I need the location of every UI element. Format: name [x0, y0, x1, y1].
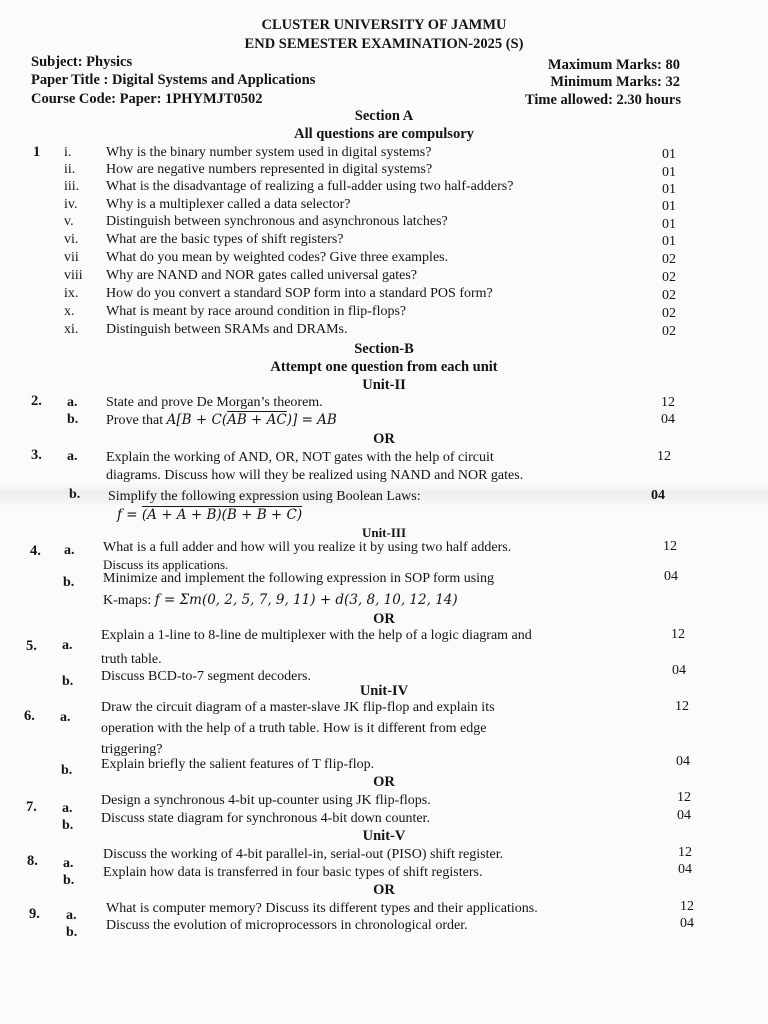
- unit-ii-title: Unit-II: [362, 377, 406, 393]
- section-b-title: Section-B: [354, 341, 414, 357]
- part-text-line: Minimize and implement the following expression in SOP form using: [103, 571, 495, 586]
- part-text: Explain how data is transferred in four basic types of shift registers.: [103, 865, 483, 880]
- time-allowed: Time allowed: 2.30 hours: [524, 92, 681, 108]
- or-separator: OR: [373, 774, 395, 790]
- item-text: Distinguish between synchronous and asynchronous latches?: [106, 214, 448, 229]
- item-text: How do you convert a standard SOP form into a standard POS form?: [106, 286, 493, 301]
- part-text: Design a synchronous 4-bit up-counter using JK flip-flops.: [101, 793, 431, 808]
- part-label: b.: [66, 925, 78, 940]
- part-text-line: Discuss its applications.: [103, 557, 229, 572]
- subject: Subject: Physics: [31, 54, 133, 70]
- item-marks: 02: [662, 288, 676, 303]
- part-text: Simplify the following expression using Boolean Laws:: [108, 489, 421, 504]
- or-separator: OR: [373, 431, 395, 447]
- part-text: Explain briefly the salient features of T flip-flop.: [101, 757, 375, 772]
- paper-title: Paper Title : Digital Systems and Applications: [31, 72, 316, 88]
- part-label: a.: [62, 801, 73, 816]
- part-text: Discuss the evolution of microprocessors in chronological order.: [106, 918, 468, 933]
- item-marks: 02: [662, 306, 676, 321]
- part-text-line: [103, 592, 458, 609]
- question-number: 1: [33, 144, 41, 160]
- item-marks: 01: [662, 147, 676, 162]
- item-number: iii.: [64, 179, 80, 194]
- question-number: 4.: [30, 543, 41, 559]
- part-marks: 12: [678, 845, 692, 860]
- question-number: 2.: [31, 393, 42, 409]
- section-b-instruction: Attempt one question from each unit: [270, 359, 498, 375]
- item-number: iv.: [64, 197, 78, 212]
- part-marks: 12: [657, 449, 671, 464]
- equation-part: f =: [117, 507, 142, 523]
- question-number: 8.: [27, 853, 38, 869]
- item-number: xi.: [64, 322, 79, 337]
- part-text-prefix: Prove that: [106, 413, 167, 428]
- item-text: What do you mean by weighted codes? Give three examples.: [106, 250, 449, 265]
- part-text-prefix: K-maps:: [103, 593, 155, 608]
- equation: [167, 412, 337, 428]
- item-text: How are negative numbers represented in digital systems?: [106, 162, 433, 177]
- equation-overline: AB + AC: [227, 412, 287, 428]
- part-text: [106, 412, 337, 429]
- part-label: b.: [63, 575, 75, 590]
- part-label: a.: [60, 710, 71, 725]
- exam-title: END SEMESTER EXAMINATION-2025 (S): [244, 36, 524, 52]
- unit-v-title: Unit-V: [362, 828, 406, 844]
- item-number: ix.: [64, 286, 79, 301]
- item-number: v.: [64, 214, 74, 229]
- item-text: Why are NAND and NOR gates called universal gates?: [106, 268, 418, 283]
- part-marks: 04: [672, 663, 686, 678]
- part-marks: 04: [680, 916, 694, 931]
- item-number: viii: [64, 268, 83, 283]
- item-text: What is the disadvantage of realizing a full-adder using two half-adders?: [106, 179, 514, 194]
- part-label: b.: [67, 412, 79, 427]
- university-name: CLUSTER UNIVERSITY OF JAMMU: [261, 17, 507, 33]
- course-code: Course Code: Paper: 1PHYMJT0502: [31, 91, 263, 107]
- part-text: What is computer memory? Discuss its different types and their applications.: [106, 901, 538, 916]
- equation: [117, 507, 302, 523]
- item-text: Why is the binary number system used in digital systems?: [106, 145, 432, 160]
- equation-overline: (B + B + C): [221, 507, 303, 523]
- item-marks: 01: [662, 182, 676, 197]
- part-marks: 04: [678, 862, 692, 877]
- part-label: a.: [62, 638, 73, 653]
- part-marks: 12: [671, 627, 685, 642]
- item-marks: 01: [662, 217, 676, 232]
- item-marks: 02: [662, 324, 676, 339]
- part-label: a.: [64, 543, 75, 558]
- question-number: 7.: [26, 799, 37, 815]
- unit-iii-title: Unit-III: [361, 525, 407, 540]
- part-marks: 04: [664, 569, 678, 584]
- part-text-line: triggering?: [101, 742, 163, 757]
- part-text: State and prove De Morgan’s theorem.: [106, 395, 323, 410]
- part-marks: 04: [651, 488, 665, 503]
- part-text: Discuss the working of 4-bit parallel-in, serial-out (PISO) shift register.: [103, 847, 504, 862]
- part-marks: 12: [677, 790, 691, 805]
- section-a-title: Section A: [354, 108, 414, 124]
- part-text: Discuss BCD-to-7 segment decoders.: [101, 669, 311, 684]
- question-number: 9.: [29, 906, 40, 922]
- part-marks: 04: [677, 808, 691, 823]
- item-text: What are the basic types of shift registers?: [106, 232, 344, 247]
- or-separator: OR: [373, 611, 395, 627]
- equation-overline: (A + A + B): [141, 507, 222, 523]
- item-marks: 01: [662, 165, 676, 180]
- part-label: a.: [67, 395, 78, 410]
- item-marks: 01: [662, 234, 676, 249]
- part-marks: 12: [661, 395, 675, 410]
- item-text: Why is a multiplexer called a data selector?: [106, 197, 351, 212]
- section-a-instruction: All questions are compulsory: [294, 126, 474, 142]
- item-marks: 02: [662, 252, 676, 267]
- part-text-line: Explain the working of AND, OR, NOT gates with the help of circuit: [106, 450, 494, 465]
- part-text-line: What is a full adder and how will you realize it by using two half adders.: [103, 540, 512, 555]
- question-number: 5.: [26, 638, 37, 654]
- item-marks: 02: [662, 270, 676, 285]
- part-text: Discuss state diagram for synchronous 4-bit down counter.: [101, 811, 430, 826]
- part-label: a.: [66, 908, 77, 923]
- item-number: x.: [64, 304, 75, 319]
- part-marks: 12: [663, 539, 677, 554]
- part-label: a.: [67, 449, 78, 464]
- unit-iv-title: Unit-IV: [359, 683, 409, 699]
- part-marks: 12: [675, 699, 689, 714]
- part-label: b.: [61, 763, 73, 778]
- question-number: 3.: [31, 447, 42, 463]
- item-number: ii.: [64, 162, 76, 177]
- part-marks: 12: [680, 899, 694, 914]
- part-label: b.: [63, 873, 75, 888]
- part-text-line: operation with the help of a truth table. How is it different from edge: [101, 721, 487, 736]
- part-label: b.: [62, 674, 74, 689]
- equation-part: A[B + C(: [166, 412, 228, 428]
- item-text: What is meant by race around condition in flip-flops?: [106, 304, 407, 319]
- equation-part: )] = AB: [286, 412, 337, 428]
- item-text: Distinguish between SRAMs and DRAMs.: [106, 322, 348, 337]
- minimum-marks: Minimum Marks: 32: [550, 74, 680, 90]
- maximum-marks: Maximum Marks: 80: [547, 57, 680, 73]
- item-number: vii: [64, 250, 79, 265]
- part-text-line: diagrams. Discuss how will they be realized using NAND and NOR gates.: [106, 468, 524, 483]
- part-text-line: truth table.: [101, 652, 162, 667]
- question-number: 6.: [24, 708, 35, 724]
- part-label: b.: [62, 818, 74, 833]
- part-marks: 04: [661, 412, 675, 427]
- item-number: vi.: [64, 232, 79, 247]
- part-label: b.: [69, 487, 81, 502]
- part-text-line: Explain a 1-line to 8-line de multiplexer with the help of a logic diagram and: [101, 628, 532, 643]
- part-label: a.: [63, 856, 74, 871]
- item-number: i.: [64, 145, 72, 160]
- part-marks: 04: [676, 754, 690, 769]
- equation: f = Σm(0, 2, 5, 7, 9, 11) + d(3, 8, 10, 12, 14): [154, 592, 458, 608]
- or-separator: OR: [373, 882, 395, 898]
- part-text-line: Draw the circuit diagram of a master-slave JK flip-flop and explain its: [101, 700, 495, 715]
- item-marks: 01: [662, 199, 676, 214]
